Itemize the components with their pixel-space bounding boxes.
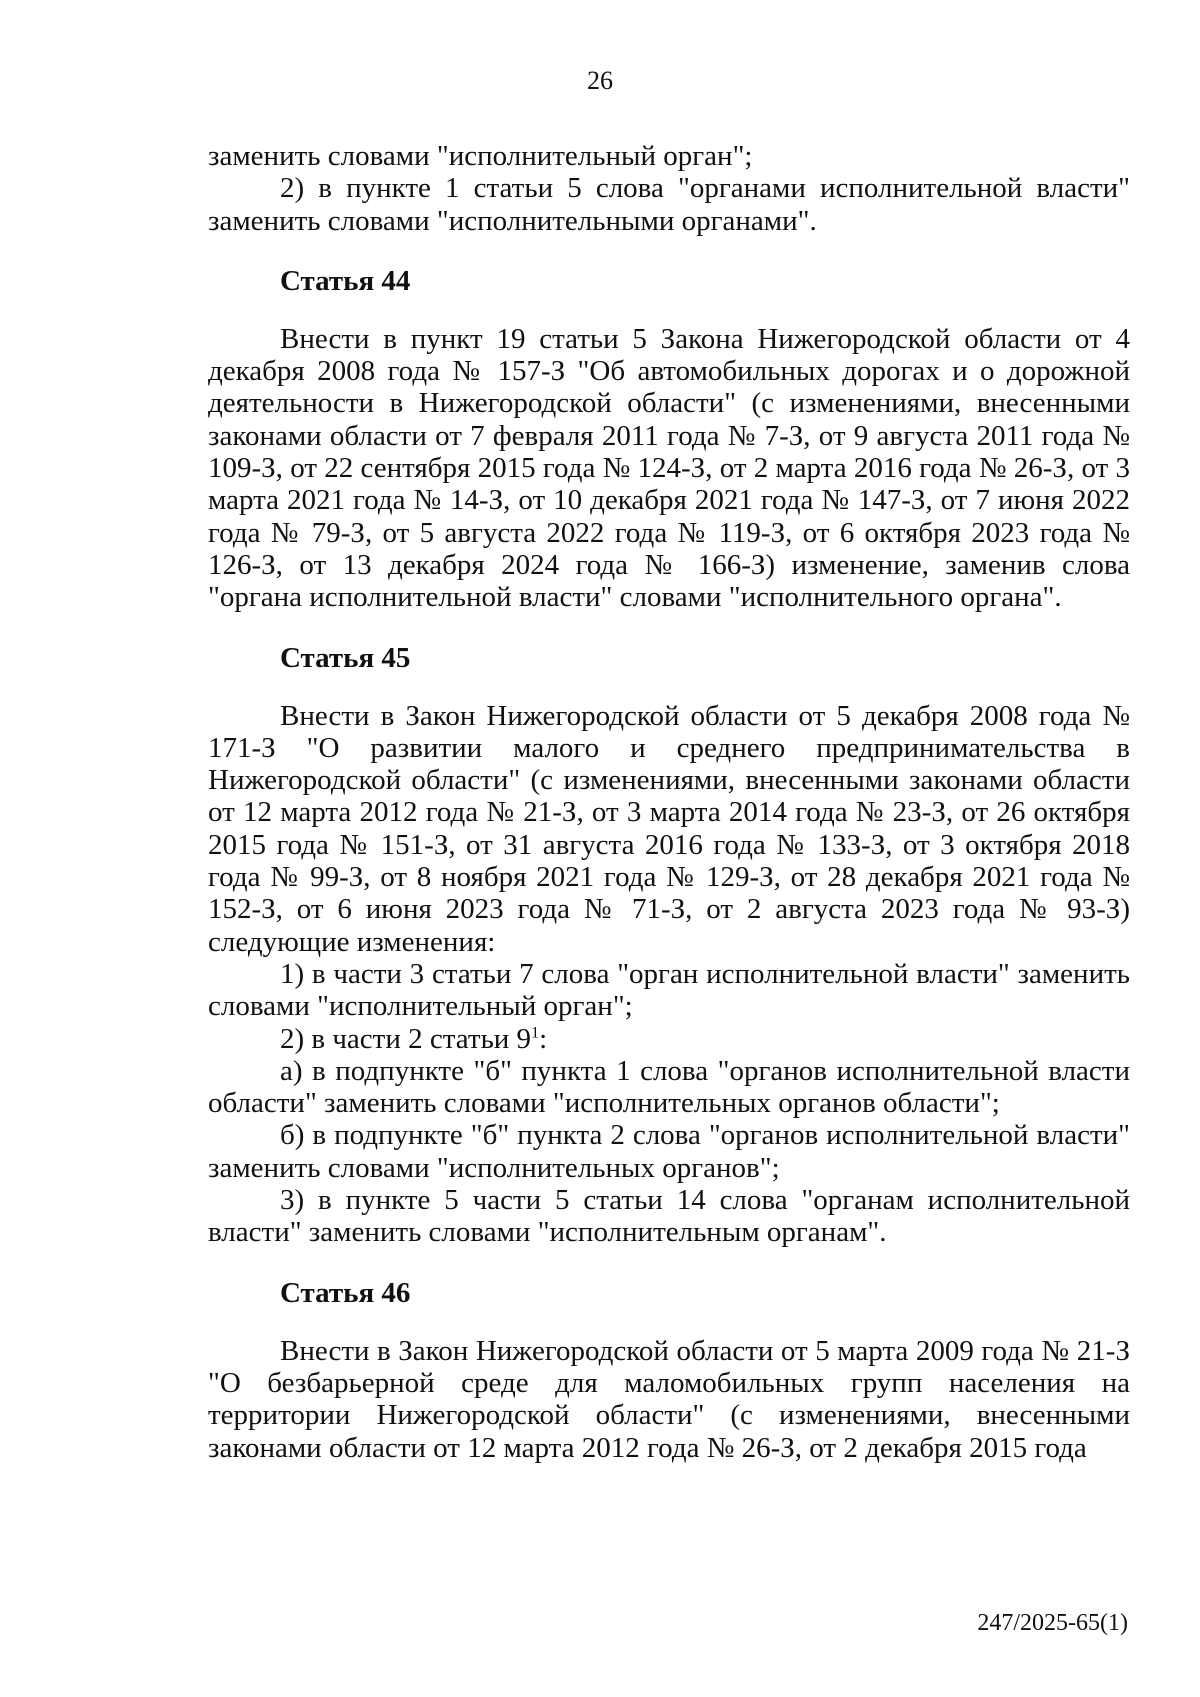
article-45-body: Внести в Закон Нижегородской области от 5 декабря 2008 года № 171-З "О развитии малого и среднего предпринимательства в Нижегородской области" (с изменениями, внесенными законами области от 12 марта 2012 года № 21-З, от 3 марта 2014 года № 23-З, от 26 октября 2015 года № 151-З, от 31 августа 2016 года № 133-З, от 3 октября 2018 года № 99-З, от 8 ноября 2021 года № 129-З, от 28 декабря 2021 года № 152-З, от 6 июня 2023 года № 71-З, от 2 августа 2023 года № 93-З) следующие изменения:: [208, 699, 1130, 958]
document-body: [208, 140, 1130, 1464]
article-45-title: Статья 45: [280, 641, 411, 674]
page-number: 26: [587, 66, 613, 95]
article-45-item-1: 1) в части 3 статьи 7 слова "орган исполнительной власти" заменить словами "исполнительный орган";: [208, 957, 1130, 1023]
document-code: 247/2025-65(1): [977, 1610, 1128, 1636]
article-46-title: Статья 46: [280, 1276, 411, 1309]
article-45-item-2-superscript: 1: [531, 1023, 540, 1041]
article-45-item-2-colon: :: [539, 1022, 548, 1055]
article-44-body: Внести в пункт 19 статьи 5 Закона Нижегородской области от 4 декабря 2008 года № 157-З "Об автомобильных дорогах и о дорожной деятельности в Нижегородской области" (с изменениями, внесенными законами области от 7 февраля 2011 года № 7-З, от 9 августа 2011 года № 109-З, от 22 сентября 2015 года № 124-З, от 2 марта 2016 года № 26-З, от 3 марта 2021 года № 14-З, от 10 декабря 2021 года № 147-З, от 7 июня 2022 года № 79-З, от 5 августа 2022 года № 119-З, от 6 октября 2023 года № 126-З, от 13 декабря 2024 года № 166-З) изменение, заменив слова "органа исполнительной власти" словами "исполнительного органа".: [208, 322, 1130, 614]
article-45-item-2: [208, 1023, 1130, 1055]
article-45-item-2-text: 2) в части 2 статьи 9: [280, 1022, 532, 1055]
article-45-item-2b: б) в подпункте "б" пункта 2 слова "органов исполнительной власти" заменить словами "исполнительных органов";: [208, 1119, 1130, 1184]
intro-paragraph-1: заменить словами "исполнительный орган";: [208, 140, 753, 172]
article-45-item-3: 3) в пункте 5 части 5 статьи 14 слова "органам исполнительной власти" заменить словами "исполнительным органам".: [208, 1184, 1130, 1249]
article-44-title: Статья 44: [280, 264, 411, 297]
article-46-body: Внести в Закон Нижегородской области от 5 марта 2009 года № 21-З "О безбарьерной среде для маломобильных групп населения на территории Нижегородской области" (с изменениями, внесенными законами области от 12 марта 2012 года № 26-З, от 2 декабря 2015 года: [208, 1334, 1130, 1464]
intro-paragraph-2: 2) в пункте 1 статьи 5 слова "органами исполнительной власти" заменить словами "исполнительными органами".: [208, 172, 1130, 237]
article-45-item-2a: а) в подпункте "б" пункта 1 слова "органов исполнительной власти области" заменить словами "исполнительных органов области";: [208, 1054, 1130, 1120]
